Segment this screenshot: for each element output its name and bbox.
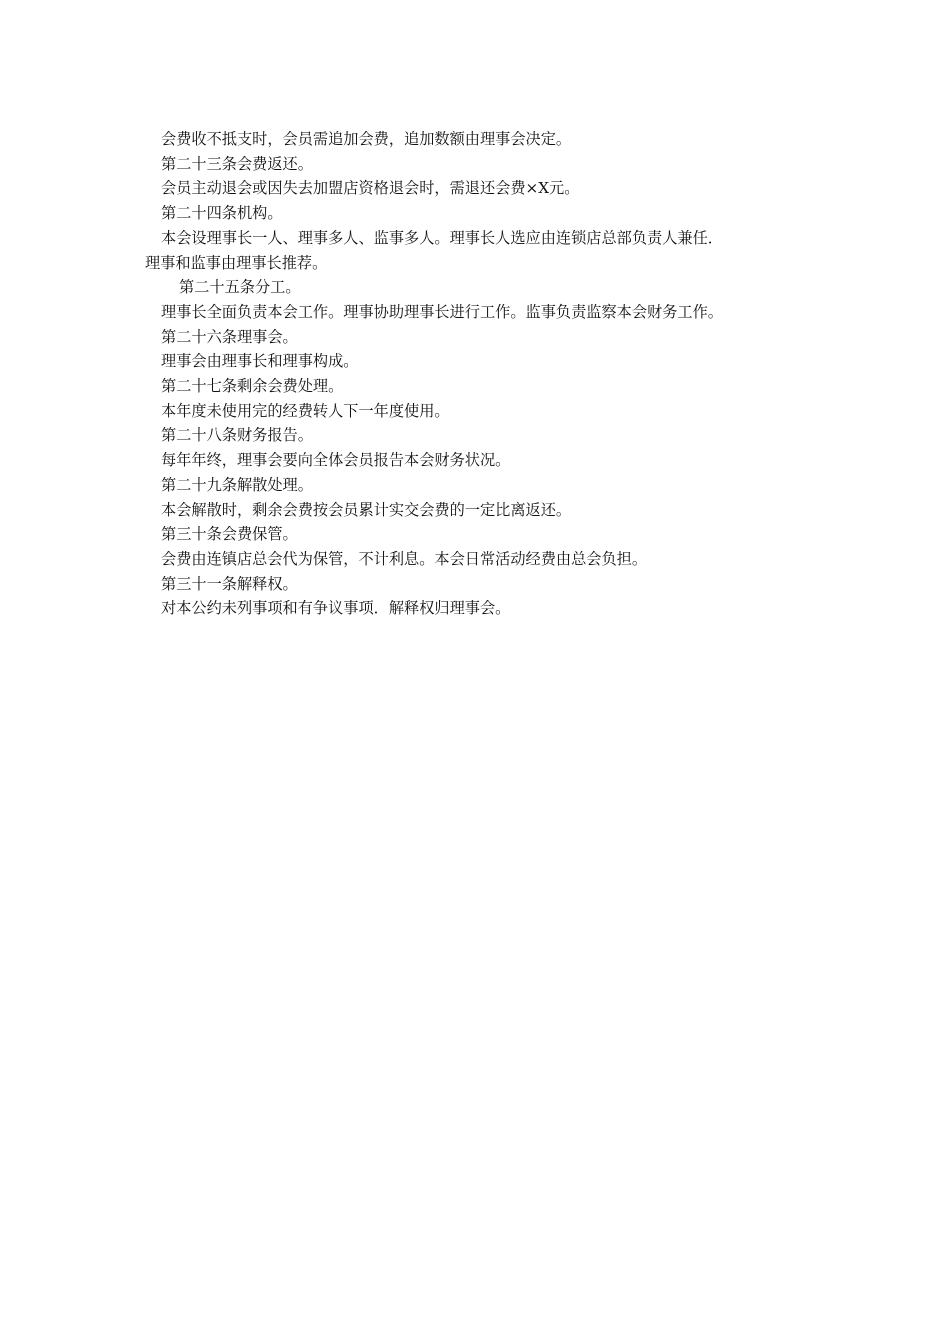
paragraph-interpretation: 对本公约未列事项和有争议事项．解释权归理事会。 [161,599,511,618]
article-23-heading: 第二十三条会费返还。 [161,154,313,173]
paragraph-fee-custody: 会费由连镇店总会代为保管，不计利息。本会日常活动经费由总会负担。 [161,549,647,568]
paragraph-surplus-funds: 本年度未使用完的经费转人下一年度使用。 [161,401,450,420]
paragraph-organization: 本会设理事长一人、理事多人、监事多人。理事长人选应由连锁店总部负责人兼任．理事和监事由理事长推荐。 [145,228,723,272]
article-29-heading: 第二十九条解散处理。 [161,475,313,494]
article-25-heading: 第二十五条分工。 [179,278,301,297]
paragraph-board-composition: 理事会由理事长和理事构成。 [161,352,359,371]
article-24-heading: 第二十四条机构。 [161,204,283,223]
article-30-heading: 第三十条会费保管。 [161,525,298,544]
paragraph-financial-report: 每年年终，理事会要向全体会员报告本会财务状况。 [161,451,511,470]
paragraph-division-of-labor: 理事长全面负责本会工作。理事协助理事长进行工作。监事负责监察本会财务工作。 [161,302,723,321]
article-28-heading: 第二十八条财务报告。 [161,426,313,445]
paragraph-fee-refund: 会员主动退会或因失去加盟店资格退会时，需退还会费×X元。 [161,179,580,198]
paragraph-fee-shortfall: 会费收不抵支时，会员需追加会费，追加数额由理事会决定。 [161,130,572,148]
article-26-heading: 第二十六条理事会。 [161,327,298,346]
article-31-heading: 第三十一条解释权。 [161,574,298,593]
article-27-heading: 第二十七条剩余会费处理。 [161,377,344,396]
document-body [145,127,725,621]
paragraph-dissolution: 本会解散时，剩余会费按会员累计实交会费的一定比离返还。 [161,500,572,519]
